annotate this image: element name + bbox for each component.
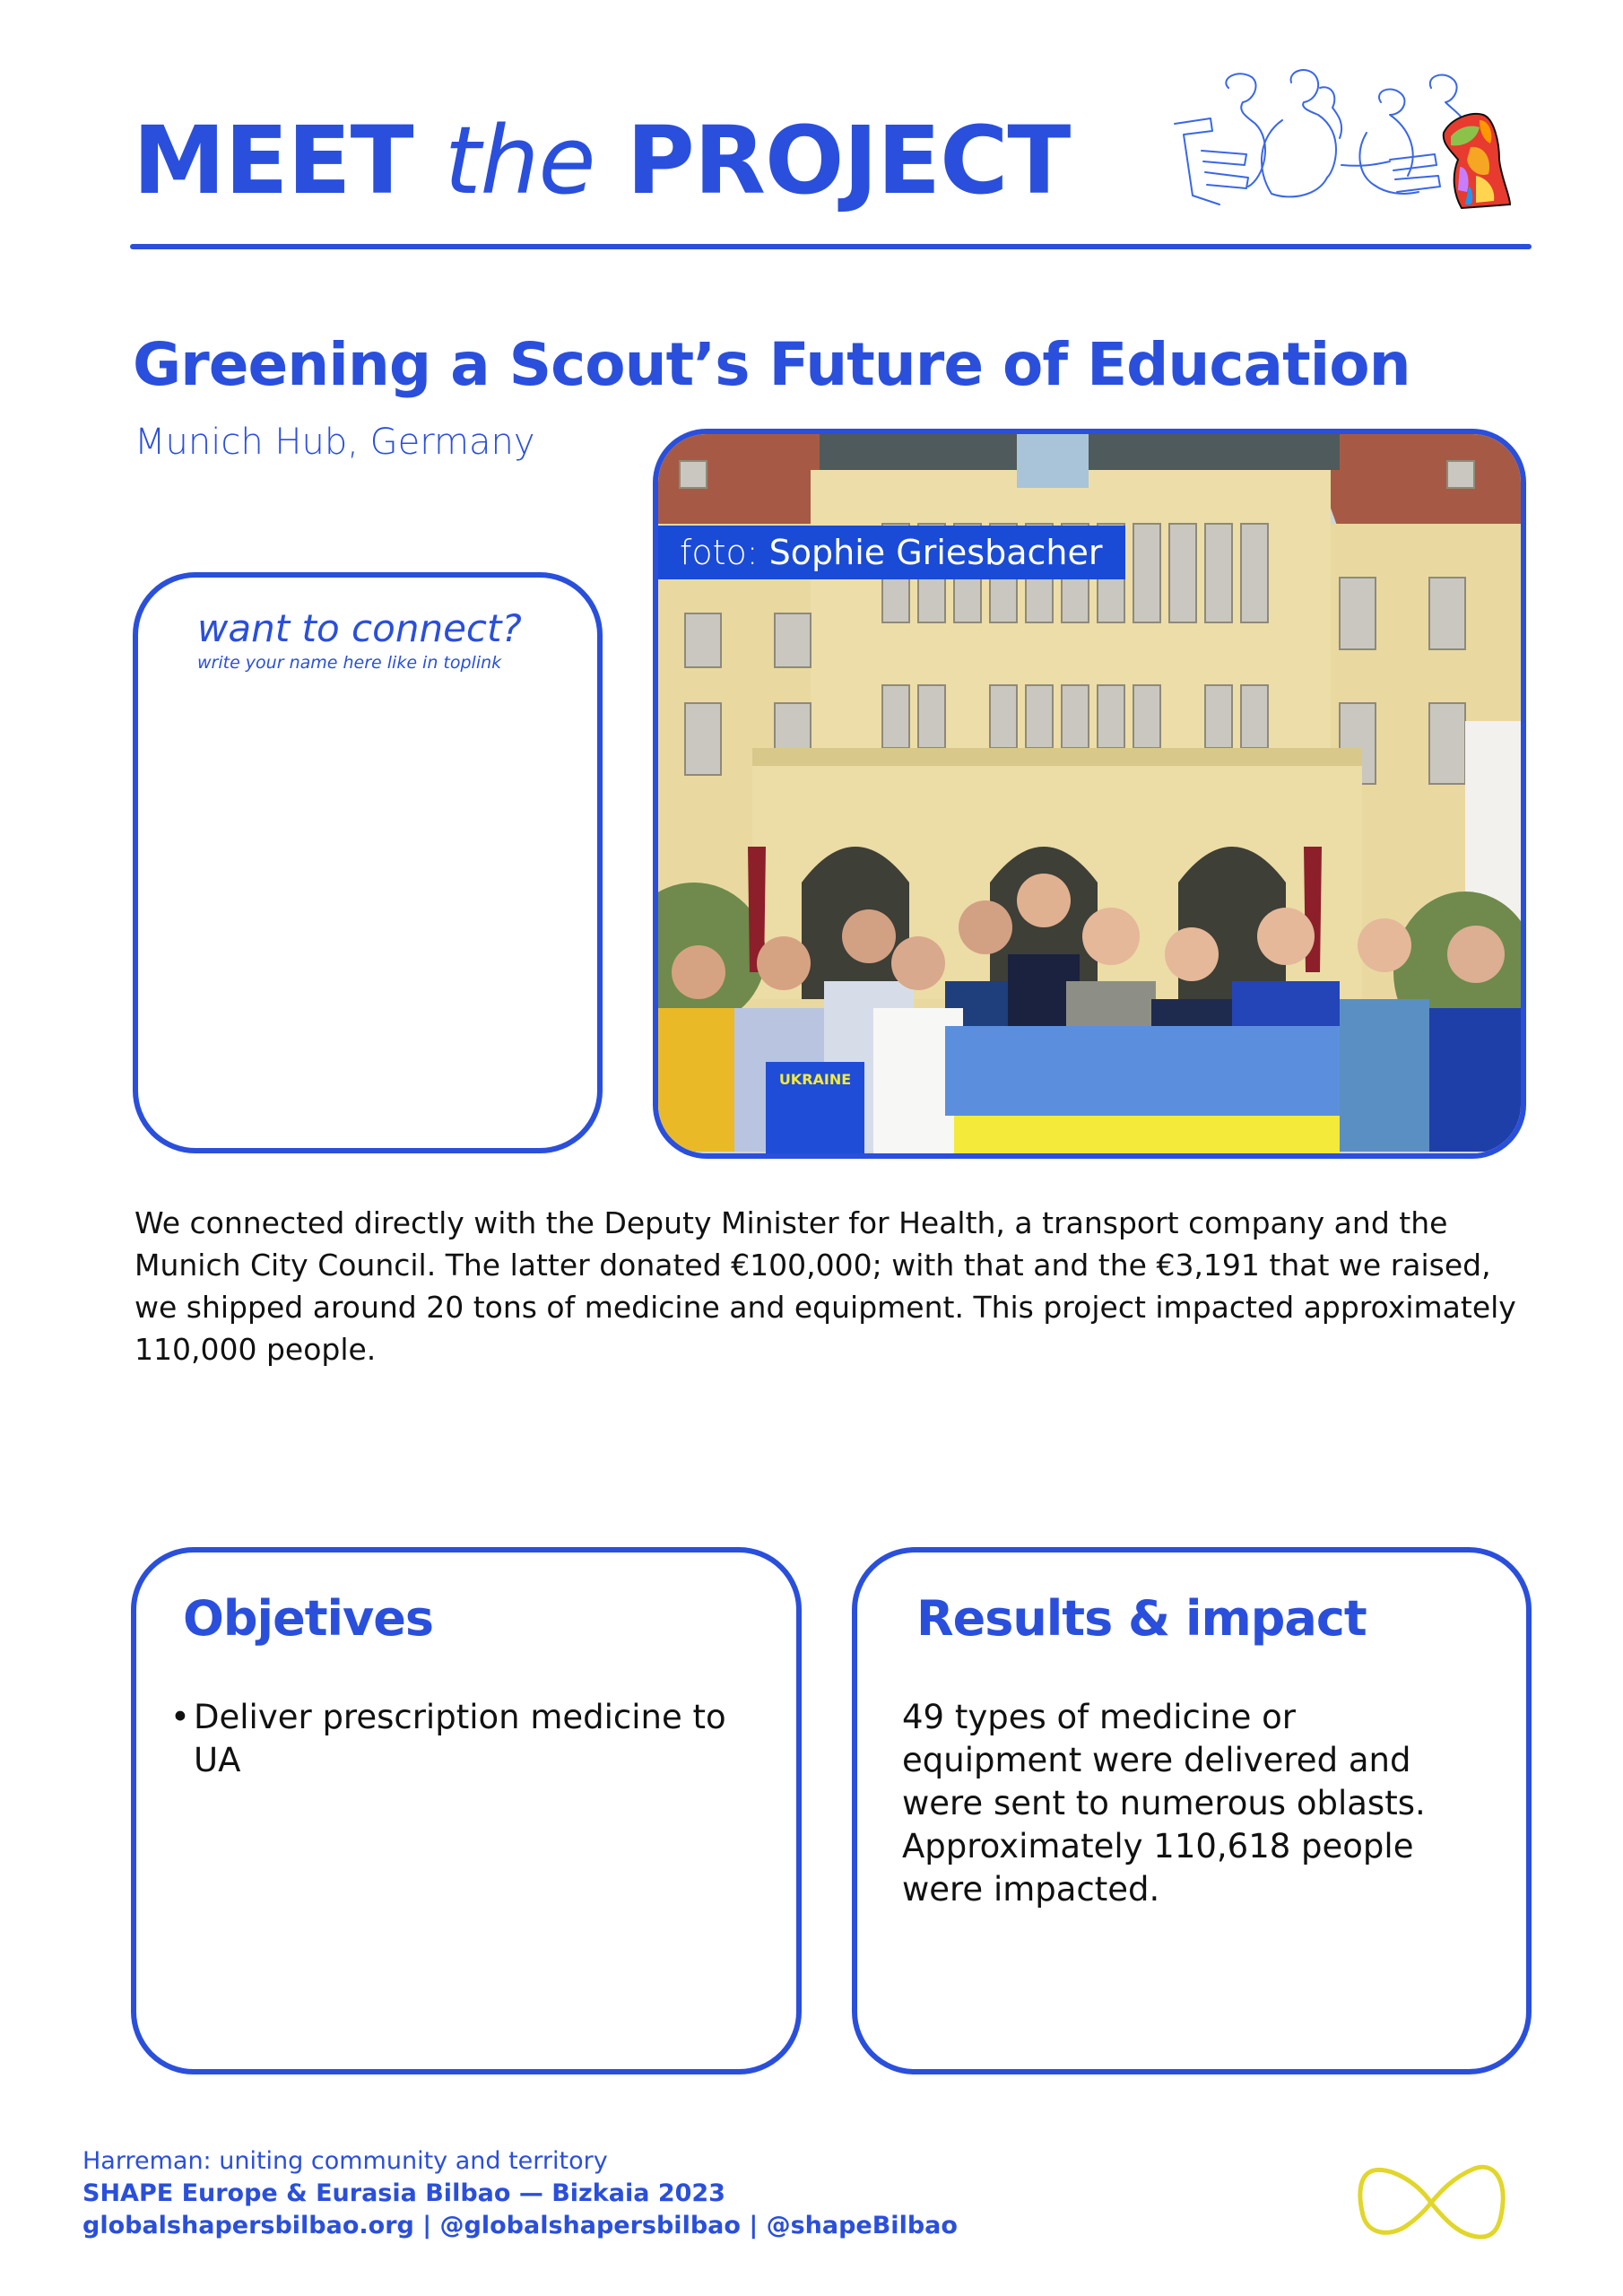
header-divider — [130, 244, 1532, 249]
connect-subtitle: write your name here like in toplink — [197, 653, 502, 673]
title-the: the — [444, 106, 595, 215]
objectives-list — [170, 1696, 762, 1782]
results-heading: Results & impact — [916, 1590, 1367, 1647]
project-title: Greening a Scout’s Future of Education — [133, 330, 1410, 399]
results-text: 49 types of medicine or equipment were delivered and were sent to numerous oblasts. Approximately 110,618 people were impacted. — [902, 1698, 1426, 1909]
connect-title: want to connect? — [197, 606, 522, 650]
project-description: We connected directly with the Deputy Minister for Health, a transport company and the Munich City Council. The latter donated €100,000; with that and the €3,191 that we raised, we shipped around 20 tons of medicine and equipment. This project impacted approximately 110,000 people. — [135, 1205, 1516, 1367]
footer-event: SHAPE Europe & Eurasia Bilbao — Bizkaia 2023 — [82, 2179, 725, 2207]
objectives-card — [131, 1547, 802, 2074]
project-hub: Munich Hub, Germany — [135, 422, 535, 463]
title-project: PROJECT — [626, 106, 1071, 215]
objectives-heading: Objetives — [183, 1590, 433, 1647]
footer — [82, 2145, 958, 2242]
jacket-text: UKRAINE — [778, 1071, 852, 1088]
infinity-logo-icon — [1352, 2161, 1510, 2244]
people-at-table-illustration-icon — [1166, 61, 1542, 213]
page-title — [133, 106, 1070, 215]
footer-tagline: Harreman: uniting community and territory — [82, 2147, 608, 2175]
ukraine-flag — [945, 1026, 1340, 1153]
title-meet: MEET — [133, 106, 413, 215]
group-photo — [653, 429, 1526, 1159]
photo-credit-label: foto: — [680, 533, 759, 572]
connect-box[interactable] — [133, 572, 603, 1153]
objective-item: • Deliver prescription medicine to UA — [170, 1696, 762, 1782]
results-card — [852, 1547, 1532, 2074]
photo-credit-name: Sophie Griesbacher — [768, 533, 1103, 572]
photo-credit — [658, 526, 1125, 579]
footer-links[interactable]: globalshapersbilbao.org | @globalshapersbilbao | @shapeBilbao — [82, 2212, 958, 2239]
